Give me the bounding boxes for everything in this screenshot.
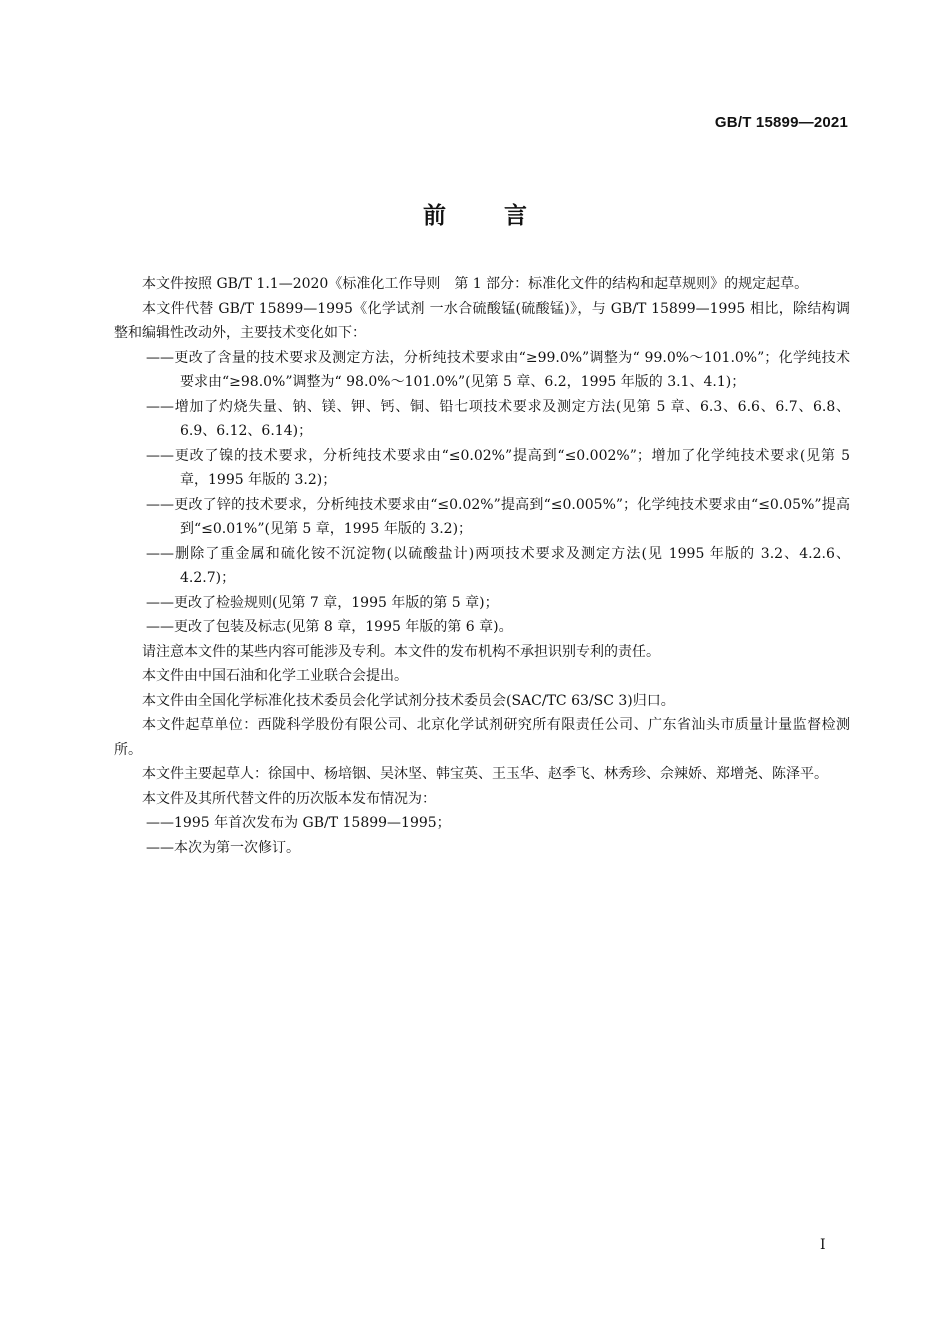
change-item-inspection-rules: ——更改了检验规则(见第 7 章，1995 年版的第 5 章)； [146, 594, 499, 611]
change-item-content: ——更改了含量的技术要求及测定方法，分析纯技术要求由“≥99.0%”调整为“ 99.0%～101.0%”；化学纯技术要求由“≥98.0%”调整为“ 98.0%～101.0%”(见第 5 章、6.2，1995 年版的 3.1、4.1)； [146, 349, 850, 390]
standard-code: GB/T 15899—2021 [714, 114, 848, 131]
history-item-revision: ——本次为第一次修订。 [146, 839, 300, 856]
paragraph-proposer: 本文件由中国石油和化学工业联合会提出。 [142, 668, 408, 684]
paragraph-drafting-units: 本文件起草单位：西陇科学股份有限公司、北京化学试剂研究所有限责任公司、广东省汕头市质量计量监督检测所。 [114, 717, 850, 758]
foreword-body [114, 272, 850, 860]
paragraph-version-history: 本文件及其所代替文件的历次版本发布情况为： [142, 790, 436, 807]
paragraph-committee: 本文件由全国化学标准化技术委员会化学试剂分技术委员会(SAC/TC 63/SC 3)归口。 [142, 692, 675, 709]
page-title: 前言 [423, 203, 585, 229]
change-item-nickel: ——更改了镍的技术要求，分析纯技术要求由“≤0.02%”提高到“≤0.002%”；增加了化学纯技术要求(见第 5 章，1995 年版的 3.2)； [146, 447, 850, 488]
history-item-first-release: ——1995 年首次发布为 GB/T 15899—1995； [146, 815, 451, 831]
change-item-zinc: ——更改了锌的技术要求，分析纯技术要求由“≤0.02%”提高到“≤0.005%”；化学纯技术要求由“≤0.05%”提高到“≤0.01%”(见第 5 章，1995 年版的 3.2)； [146, 496, 850, 537]
paragraph-drafters: 本文件主要起草人：徐国中、杨培铟、吴沐坚、韩宝英、王玉华、赵季飞、林秀珍、佘辣娇、郑增尧、陈泽平。 [142, 766, 828, 782]
change-item-packaging: ——更改了包装及标志(见第 8 章，1995 年版的第 6 章)。 [146, 619, 513, 635]
paragraph-patent-note: 请注意本文件的某些内容可能涉及专利。本文件的发布机构不承担识别专利的责任。 [142, 643, 660, 660]
change-item-added-tests: ——增加了灼烧失量、钠、镁、钾、钙、铜、铅七项技术要求及测定方法(见第 5 章、6.3、6.6、6.7、6.8、6.9、6.12、6.14)； [146, 398, 850, 439]
change-item-deleted-tests: ——删除了重金属和硫化铵不沉淀物(以硫酸盐计)两项技术要求及测定方法(见 1995 年版的 3.2、4.2.6、4.2.7)； [146, 545, 850, 586]
paragraph-replacement: 本文件代替 GB/T 15899—1995《化学试剂 一水合硫酸锰(硫酸锰)》，与 GB/T 15899—1995 相比，除结构调整和编辑性改动外，主要技术变化如下： [114, 300, 850, 341]
paragraph-drafting-rules: 本文件按照 GB/T 1.1—2020《标准化工作导则 第 1 部分：标准化文件的结构和起草规则》的规定起草。 [142, 276, 809, 292]
page-number: I [820, 1237, 826, 1253]
